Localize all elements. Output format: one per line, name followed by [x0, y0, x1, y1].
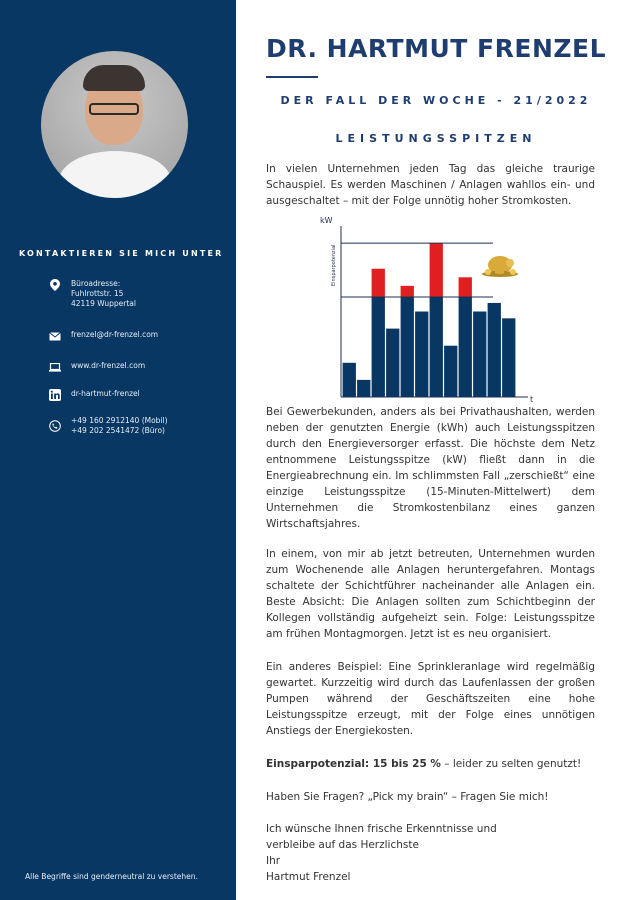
closing-block [266, 821, 595, 885]
avatar [41, 51, 188, 198]
address-city: 42119 Wuppertal [71, 299, 136, 308]
piggy-bank-coins-icon [482, 256, 518, 277]
chart-bar-peak [459, 277, 472, 297]
chart-bar [488, 303, 501, 397]
closing-line-2: verbleibe auf das Herzlichste [266, 839, 419, 851]
signature-name: Hartmut Frenzel [266, 871, 351, 883]
location-pin-icon [49, 279, 61, 291]
savings-label: Einsparpotenzial: 15 bis 25 % [266, 758, 441, 770]
website-link[interactable]: www.dr-frenzel.com [71, 361, 146, 370]
sidebar [0, 0, 236, 900]
chart-bar [357, 380, 370, 397]
section-title: LEISTUNGSSPITZEN [335, 132, 537, 145]
laptop-icon [49, 361, 61, 373]
phone-office[interactable]: +49 202 2541472 (Büro) [71, 426, 165, 435]
savings-rest: – leider zu selten genutzt! [440, 758, 582, 770]
closing-line-1: Ich wünsche Ihnen frische Erkenntnisse und [266, 823, 497, 835]
chart-bar [401, 297, 414, 397]
address-street: Fuhlrottstr. 15 [71, 289, 124, 298]
page-subtitle: DER FALL DER WOCHE - 21/2022 [280, 94, 592, 107]
paragraph-case-2: Ein anderes Beispiel: Eine Sprinkleranlage wird regelmäßig gewartet. Kurzzeitig wird durch das Laufenlassen der großen Pumpen während der Geschäftszeiten eine hohe Leistungsspitze erzeugt, mit der Folge eines unnötigen Anstiegs der Energiekosten. [266, 661, 595, 737]
peak-load-chart [318, 214, 540, 404]
chart-bar-peak [430, 243, 443, 297]
chart-bar [473, 312, 486, 398]
email-item[interactable] [49, 330, 158, 342]
linkedin-icon [49, 389, 61, 401]
footer-note: Alle Begriffe sind genderneutral zu verstehen. [25, 872, 198, 881]
linkedin-item[interactable] [49, 389, 140, 401]
question-line: Haben Sie Fragen? „Pick my brain“ – Fragen Sie mich! [266, 791, 549, 803]
chart-ylabel: kW [320, 216, 333, 225]
chart-bar [343, 363, 356, 397]
phone-item[interactable] [49, 416, 168, 436]
website-item[interactable] [49, 361, 145, 373]
paragraph-intro: In vielen Unternehmen jeden Tag das gleiche traurige Schauspiel. Es werden Maschinen / Anlagen wahllos ein- und ausgeschaltet – mit der Folge unnötig hoher Stromkosten. [266, 163, 595, 207]
chart-band-label: Einsparpotenzial [331, 244, 337, 286]
chart-bar [386, 329, 399, 397]
phone-mobile[interactable]: +49 160 2912140 (Mobil) [71, 416, 168, 425]
address-label: Büroadresse: [71, 279, 121, 288]
title-divider [266, 76, 318, 78]
chart-bar [502, 318, 515, 397]
email-link[interactable]: frenzel@dr-frenzel.com [71, 330, 159, 339]
envelope-icon [49, 330, 61, 342]
linkedin-link[interactable]: dr-hartmut-frenzel [71, 389, 140, 398]
chart-bar [415, 312, 428, 398]
phone-icon [49, 420, 61, 432]
chart-bar [372, 297, 385, 397]
paragraph-commercial: Bei Gewerbekunden, anders als bei Privathaushalten, werden neben der genutzten Energie (kWh) auch Leistungsspitzen durch den Energieversorger erfasst. Die höchste dem Netz entnommene Leistungsspitze (kW) fließt dann in die Energieabrechnung ein. Im schlimmsten Fall „zerschießt“ eine einzige Leistungsspitze (15-Minuten-Mittelwert) dem Unternehmen die Stromkostenbilanz eines ganzen Wirtschaftsjahres. [266, 406, 595, 530]
contact-heading: KONTAKTIEREN SIE MICH UNTER [19, 249, 224, 258]
chart-xlabel: t [530, 395, 534, 404]
address-item [49, 279, 136, 309]
chart-bar [430, 297, 443, 397]
chart-bar-peak [372, 269, 385, 297]
paragraph-case-1: In einem, von mir ab jetzt betreuten, Unternehmen wurden zum Wochenende alle Anlagen heruntergefahren. Montags schaltete der Schichtführer nacheinander alle Anlagen ein. Beste Absicht: Die Anlagen sollten zum Schichtbeginn der Kollegen vollständig aufgeheizt sein. Folge: Leistungsspitze am frühen Montagmorgen. Jetzt ist es neu organisiert. [266, 548, 595, 640]
closing-line-3: Ihr [266, 855, 281, 867]
chart-bar [459, 297, 472, 397]
page-title: DR. HARTMUT FRENZEL [265, 34, 607, 63]
savings-line [266, 756, 595, 772]
chart-bar-peak [401, 286, 414, 297]
chart-bar [444, 346, 457, 397]
